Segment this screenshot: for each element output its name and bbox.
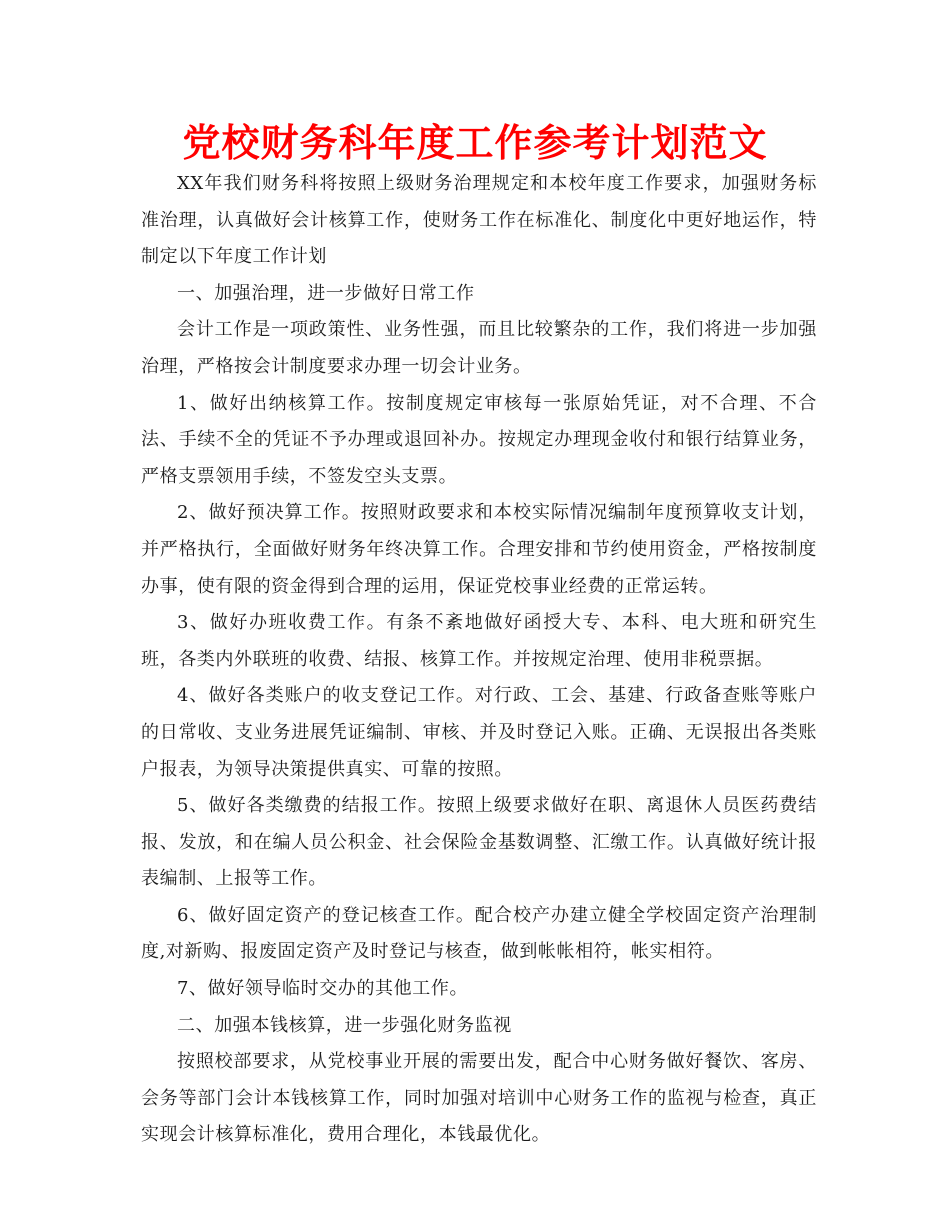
item-3-paragraph: 3、做好办班收费工作。有条不紊地做好函授大专、本科、电大班和研究生班，各类内外联班的收费、结报、核算工作。并按规定治理、使用非税票据。 [141, 612, 817, 670]
item-4-paragraph: 4、做好各类账户的收支登记工作。对行政、工会、基建、行政备查账等账户的日常收、支业务进展凭证编制、审核、并及时登记入账。正确、无误报出各类账户报表，为领导决策提供真实、可靠的按照。 [141, 685, 817, 780]
document-title: 党校财务科年度工作参考计划范文 [182, 120, 768, 165]
item-6-paragraph: 6、做好固定资产的登记核查工作。配合校产办建立健全学校固定资产治理制度,对新购、报废固定资产及时登记与核查，做到帐帐相符，帐实相符。 [141, 904, 817, 963]
section-2-paragraph: 按照校部要求，从党校事业开展的需要出发，配合中心财务做好餐饮、客房、会务等部门会计本钱核算工作，同时加强对培训中心财务工作的监视与检查，真正实现会计核算标准化，费用合理化，本钱最优化。 [141, 1051, 817, 1146]
item-7-paragraph: 7、做好领导临时交办的其他工作。 [177, 978, 469, 1000]
section-heading-1: 一、加强治理，进一步做好日常工作 [177, 282, 475, 304]
item-2-paragraph: 2、做好预决算工作。按照财政要求和本校实际情况编制年度预算收支计划，并严格执行，全面做好财务年终决算工作。合理安排和节约使用资金，严格按制度办事，使有限的资金得到合理的运用，保证党校事业经费的正常运转。 [141, 502, 817, 597]
intro-paragraph: XX年我们财务科将按照上级财务治理规定和本校年度工作要求，加强财务标准治理，认真做好会计核算工作，使财务工作在标准化、制度化中更好地运作，特制定以下年度工作计划 [141, 173, 817, 268]
item-5-paragraph: 5、做好各类缴费的结报工作。按照上级要求做好在职、离退休人员医药费结报、发放，和在编人员公积金、社会保险金基数调整、汇缴工作。认真做好统计报表编制、上报等工作。 [141, 795, 817, 890]
document-body [141, 166, 817, 1154]
section-1-intro-paragraph: 会计工作是一项政策性、业务性强，而且比较繁杂的工作，我们将进一步加强治理，严格按会计制度要求办理一切会计业务。 [141, 319, 817, 377]
section-heading-2: 二、加强本钱核算，进一步强化财务监视 [177, 1014, 512, 1036]
item-1-paragraph: 1、做好出纳核算工作。按制度规定审核每一张原始凭证，对不合理、不合法、手续不全的凭证不予办理或退回补办。按规定办理现金收付和银行结算业务，严格支票领用手续，不签发空头支票。 [141, 392, 817, 487]
